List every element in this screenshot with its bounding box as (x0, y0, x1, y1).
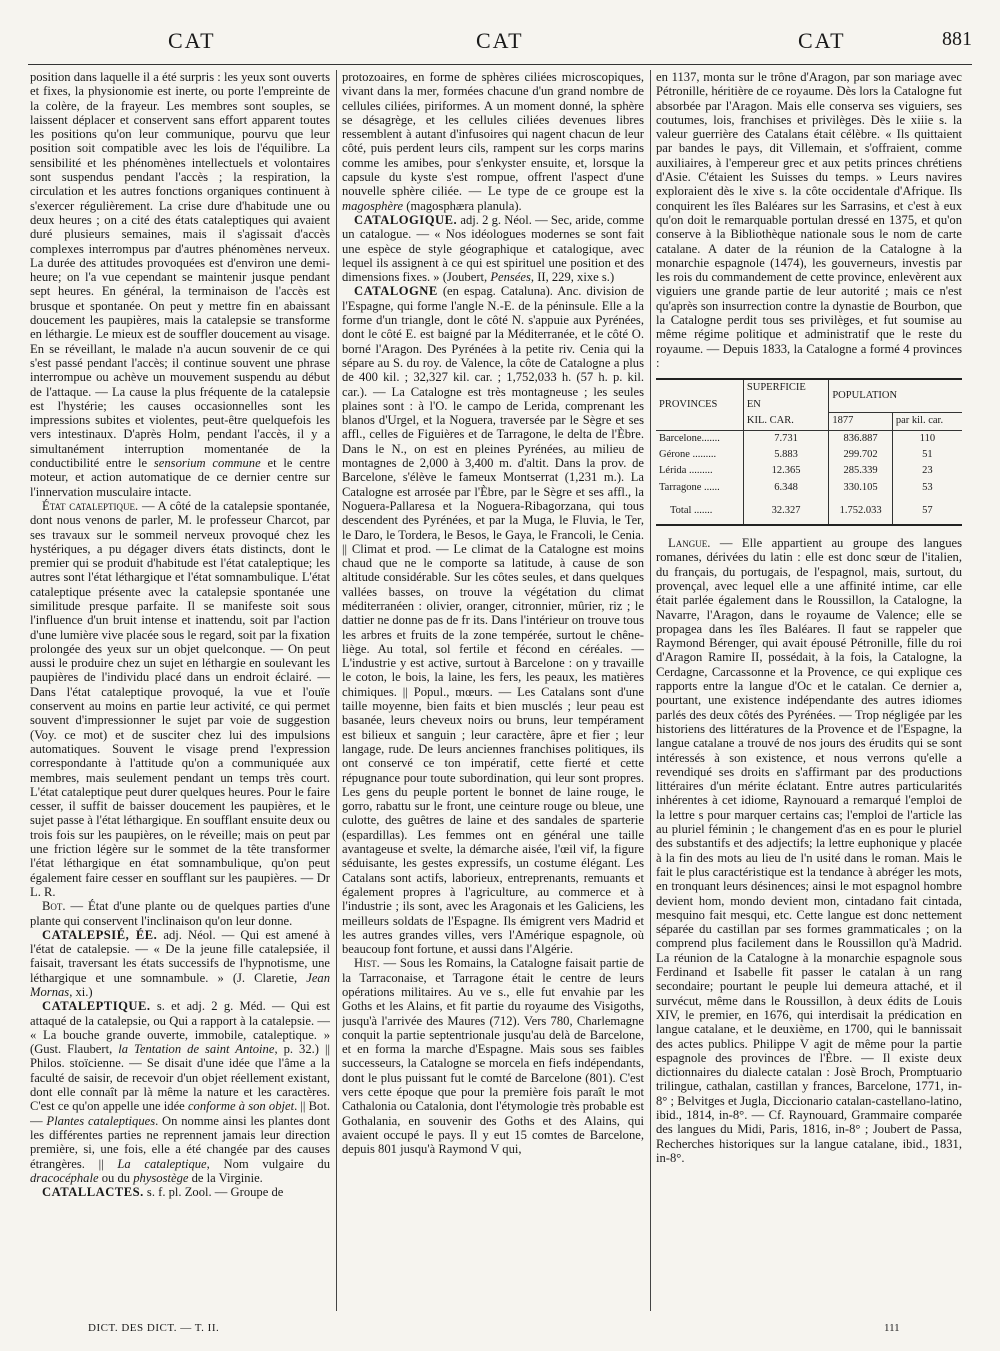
table-row (656, 480, 962, 496)
paragraph: en 1137, monta sur le trône d'Aragon, par son mariage avec Pétronille, héritière de ce royaume. Dès lors la Catalogne fut absorbée par l'Aragon. Mais elle conserva ses viguiers, ses coutumes, lois, franchises et privilèges. Dès le xiiie s. la valeur guerrière des Catalans était célèbre. « Ils quittaient par bandes le pays, dit Villemain, et s'offraient, comme auxiliaires, à l'empereur grec et aux petits princes chrétiens d'Asie. C'étaient les Suisses du temps. » Leurs navires exploraient dès le xive s. la côte occidentale d'Afrique. Ils conquirent les îles Baléares sur les Sarrasins, et c'est à eux qu'on doit le remarquable portulan dressé en 1375, et qu'on conserve à la Bibliothèque nationale sous le nom de carte catalane. A dater de la réunion de la Catalogne à la monarchie espagnole (1474), les gouverneurs, investis par les rois du commandement de cette province, enlevèrent aux viguiers une grande partie de leur autorité ; mais ce n'est qu'après son insurrection contre la dynastie de Bourbon, que la Catalogne perdit tous ses privilèges, et fut soumise au même régime politique et administratif que le reste du royaume. — Depuis 1833, la Catalogne a formé 4 provinces : (656, 70, 962, 370)
entry-headword: CATALOGIQUE. (354, 212, 458, 227)
entry-headword: CATALEPSIÉ, ÉE. (42, 927, 158, 942)
paragraph: État cataleptique. — A côté de la catalepsie spontanée, dont nous venons de parler, M. le professeur Charcot, par ses travaux sur le sommeil nerveux provoqué chez les hystériques, a pu dégager divers états distincts, dont le premier qui se produit d'habitude est l'état cataleptique; les autres sont l'état léthargique et l'état somnambulique. L'état cataleptique présente avec la catalepsie spontanée une similitude presque parfaite. Il se manifeste soit sous l'influence d'un bruit intense et inattendu, soit par l'action d'une lumière vive placée sous le regard, soit par la fixation prolongée des yeux sur un objet quelconque. — On peut aussi le produire chez un sujet en léthargie en soulevant les paupières de l'individu placé dans un endroit éclairé. — Dans l'état cataleptique provoqué, la vue et l'ouïe conservent au moins en partie leur activité, ce qui permet souvent d'impressionner le sujet par voie de suggestion (Voy. ce mot) et de susciter chez lui des impulsions automatiques. Souvent le visage prend l'expression correspondante à l'attitude qu'on a communiquée aux membres, mais seulement pendant un temps très court. L'état cataleptique peut durer quelques heures. Pour le faire cesser, il suffit de baisser doucement les paupières, et le sujet passe à l'état léthargique. En soufflant ensuite deux ou trois fois sur les paupières, on le réveille; mais on peut par une friction légère sur le sommet de la tête transformer l'état léthargique en état somnambulique, qu'on peut également faire cesser en soufflant sur les paupières. — Dr L. R. (30, 498, 330, 899)
column-divider (650, 70, 651, 1311)
table-cell: 23 (892, 463, 962, 479)
table-header: 1877 (829, 413, 893, 430)
paragraph: protozoaires, en forme de sphères ciliées microscopiques, vivant dans la mer, formées chacune d'un grand nombre de cellules ciliées, piriformes. A un moment donné, la sphère se désagrège, et les cellules ciliées devenues libres ressemblent à autant d'infusoires qui nagent chacun de leur côté, puis perdent leurs cils, rampent sur les corps marins comme les amibes, pour s'enkyster ensuite, et, lorsque la capsule du kyste s'est rompue, offrent l'aspect d'une nouvelle sphère ciliée. — Le type de ce groupe est la magosphère (magosphæra planula). (342, 70, 644, 213)
running-header (28, 28, 972, 62)
table-header: PROVINCES (656, 379, 743, 430)
table-header: SUPERFICIE (743, 379, 828, 396)
table-cell: 836.887 (829, 430, 893, 447)
table-cell: Gérone ......... (659, 448, 717, 460)
provinces-table (656, 378, 962, 526)
table-header: POPULATION (829, 379, 962, 413)
paragraph: Bot. — État d'une plante ou de quelques parties d'une plante qui conservent l'inclinaison qu'on leur donne. (30, 899, 330, 928)
table-cell: 330.105 (829, 480, 893, 496)
table-header: KIL. CAR. (743, 413, 828, 430)
table-cell: Lérida ......... (659, 465, 713, 477)
footer-volume: DICT. DES DICT. — T. II. (88, 1322, 220, 1334)
table-cell: 6.348 (743, 480, 828, 496)
column-middle (342, 70, 644, 1311)
column-right (656, 70, 962, 1311)
entry-headword: CATALEPTIQUE. (42, 999, 151, 1014)
headword-middle: CAT (476, 28, 524, 53)
table-cell: 12.365 (743, 463, 828, 479)
entry: CATALOGNE (en espag. Cataluna). Anc. division de l'Espagne, qui forme l'angle N.-E. de la péninsule. Elle a la forme d'un triangle, dont le côté N. s'appuie aux Pyrénées, dont le côté E. est baigné par la Méditerranée, et le côté O. borné l'Aragon. Des Pyrénées à la petite riv. Cenia qui la sépare au S. du roy. de Valence, la côte de Catalogne a plus de 400 kil. ; 32,327 kil. car. ; 1,752,033 h. (57 h. p. kil. car.). — La Catalogne est très montagneuse ; les seules plaines sont : à l'O. le campo de Lerida, comprenant les blanos d'Urgel, et la Noguera, traversée par le Sègre et ses affl., celles de Figuières et de Tarragone, le delta de l'Èbre. Dans le N., on est en pleines Pyrénées, au milieu de montagnes de 2,000 à 3,400 m. d'altit. Dans la prov. de Barcelone, s'élève le fameux Montserrat (1,231 m.). La Catalogne est arrosée par l'Èbre, par le Sègre et ses affl., la Noguera-Pallaresa et la Noguera-Ribagorzana, qui tous descendent des Pyrénées, et par la Muga, le Fluvia, le Ter, le Daro, le Tordera, le Besos, le Gaya, le Francoli, le Cenia. || Climat et prod. — Le climat de la Catalogne est moins chaud que ne le comporte sa latitude, à cause de son altitude considérable. Sur les côtes seules, et dans quelques vallées basses, on trouve la végétation du climat méditerranéen : olivier, oranger, citronnier, mûrier, riz ; le dattier ne donne pas de fr its. Dans l'intérieur on trouve tous les arbres et fruits de la zone tempérée, surtout le chêne-liège. Au total, sol fertile et fécond en céréales. — L'industrie y est active, surtout à Barcelone : on y travaille le coton, le bois, la laine, les fers, les peaux, les matières chimiques. || Popul., mœurs. — Les Catalans sont d'une taille moyenne, bien faits et bien musclés ; leur peau est basanée, leurs cheveux noirs ou bruns, leur tempérament est bilieux et sanguin ; leur caractère, âpre et fier ; leur langage, rude. De leurs anciennes franchises politiques, ils ont conservé ce ton impératif, cette fierté et cette répugnance pour toute subordination, qui leur sont propres. Les gens du peuple portent le bonnet de laine rouge, le gorro, rabattu sur le front, une ceinture rouge ou bleue, une culotte, des guêtres de laine et des sandales de sparterie (espardillas). Les femmes ont en général une taille avantageuse et svelte, la démarche aisée, l'œil vif, la figure séduisante, les gestes expressifs, un costume élégant. Les Catalans sont actifs, laborieux, entreprenants, remuants et également propres à l'agriculture, au commerce et à l'industrie ; ils sont, avec les Aragonais et les Galiciens, les meilleurs soldats de l'Espagne. Ils émigrent vers Madrid et les autres grandes villes, vers l'Amérique espagnole, où beaucoup font fortune, et aussi dans l'Algérie. (342, 284, 644, 957)
paragraph: position dans laquelle il a été surpris : les yeux sont ouverts et fixes, la physionomie est inerte, ou porte l'empreinte de la colère, de la frayeur. Les membres sont souples, se laissent déplacer et conservent sans effort apparent toutes les positions qu'on leur communique, pourvu que leur position soit compatible avec les lois de l'équilibre. La sensibilité et les phénomènes intellectuels et volontaires sont suspendus pendant l'accès ; la respiration, la circulation et les autres fonctions organiques continuent à s'exercer régulièrement. La crise dure d'habitude une ou deux heures ; on a cité des états cataleptiques qui avaient duré plusieurs semaines, mais il s'agissait d'accès complexes interrompus par d'autres phénomènes nerveux. La durée des attitudes provoquées est d'environ une demi-heure; on l'a vue cependant se maintenir jusque pendant sept heures. En général, la terminaison de l'accès est brusque et spontanée. On peut y mettre fin en abaissant doucement les paupières, mais la catalepsie se transforme en léthargie. Le mieux est de souffler doucement au visage. En se réveillant, le malade n'a aucun souvenir de ce qui s'est passé pendant l'accès; il continue souvent une phrase interrompue ou achève un mouvement suspendu au début de l'attaque. — La cause la plus fréquente de la catalepsie est l'hystérie; les causes occasionnelles sont les impressions subites et violentes, peut-être quelquefois les vers intestinaux. D'après Holm, pendant l'accès, il y a simultanément interruption momentanée de la conductibilité entre le sensorium commune et le centre moteur, et action automatique de ce dernier centre sur l'innervation musculaire intacte. (30, 70, 330, 499)
paragraph: Hist. — Sous les Romains, la Catalogne faisait partie de la Tarraconaise, et Tarragone était le centre de leurs opérations militaires. Au ve s., elle fut envahie par les Goths et les Alains, et fit partie du royaume des Visigoths, jusqu'à l'arrivée des Maures (712). Vers 780, Charlemagne conquit la partie septentrionale jusqu'au delà de Barcelone, et en forma la marche d'Espagne. Mais sous ses faibles successeurs, la Catalogne se morcela en fiefs indépendants, dont le plus puissant fut le comté de Barcelone (801). C'est vers cette époque que pour la première fois paraît le mot Cathalonia ou Catalonia, dont l'étymologie très probable est Gothalania, en souvenir des Goths et des Alains, qui avaient occupé le pays. Il y eut 15 comtes de Barcelone, depuis 801 jusqu'à Raymond V qui, (342, 956, 644, 1157)
entry: CATALEPTIQUE. s. et adj. 2 g. Méd. — Qui est attaqué de la catalepsie, ou Qui a rapport à la catalepsie. — « La bouche grande ouverte, immobile, cataleptique. » (Gust. Flaubert, la Tentation de saint Antoine, p. 32.) || Philos. stoïcienne. — Se disait d'une idée que l'âme a la faculté de saisir, de recevoir d'un objet réellement existant, dont elle connaît par là même la nature et les caractères. C'est ce qu'on appelle une idée conforme à son objet. || Bot. — Plantes cataleptiques. On nomme ainsi les plantes dont les différentes parties ne reprennent jamais leur direction première, si, une fois, elle a été changée par des causes étrangères. || La cataleptique, Nom vulgaire du dracocéphale ou du physostège de la Virginie. (30, 999, 330, 1185)
paragraph: Langue. — Elle appartient au groupe des langues romanes, dérivées du latin : elle est donc sœur de l'italien, du français, du portugais, de l'espagnol, mais, surtout, du provençal, avec lequel elle a une affinité intime, car elle était parlée également dans le Roussillon, la Catalogne, la Navarre, l'Aragon, dans le royaume de Valence; elle se propagea dans les îles Baléares. Il faut se rappeler que Raymond Bérenger, qui avait épousé Pétronille, fille du roi d'Aragon Ramire II, possédait, à la fois, la Catalogne, la Cerdagne, Carcassonne et la Provence, ce qui explique ces rapports entre la langue d'Oc et le catalan. Ce dernier a, pourtant, une existence indépendante des autres idiomes parlés des deux côtés des Pyrénées. — Trop négligée par les historiens des littératures de la Provence et de l'Espagne, la langue catalane a trouvé de nos jours des érudits qui se sont intéressés à son existence, et nous verrons qu'elle a revendiqué ses droits en s'affirmant par des productions littéraires d'un mérite éclatant. Entre autres particularités inhérentes à cet idiome, Raynouard a remarqué l'emploi de la lettre s pour marquer certains cas; l'emploi de l'article las au pluriel féminin ; le changement d'as en es pour le pluriel des substantifs et des adjectifs; la lettre euphonique y placée à la fin des mots au lieu de l'n usité dans le roman. Mais le fait le plus caractéristique est la tendance à abréger les mots, en tronquant leurs désinences; ainsi le mot espagnol hombre devient hom, mondo devient mon, cintadano fait cintada, mesquino fait mesqui, etc. Cette langue est donc nettement séparée du castillan par ses formes grammaticales ; on la comprend plus facilement dans le Roussillon qu'à Madrid. La réunion de la Catalogne à la monarchie espagnole sous Ferdinand et Isabelle fit passer le catalan à un rang secondaire; pourtant le peuple lui demeura attaché, et il survécut, même dans le Roussillon, à deux édits de Louis XIV, le premier, en 1676, qui interdisait la prédication en langue catalane, et le deuxième, en 1700, qui le bannissait des actes publics. Philippe V agit de même pour la partie espagnole des provinces de l'Èbre. — Il existe deux dictionnaires du dialecte catalan : Josè Broch, Promptuario trilingue, cathalan, castillan y frances, Barcelone, 1771, in-8° ; Belvitges et Jugla, Diccionario catalan-castellano-latino, ibid., 1814, in-8°. — Cf. Raynouard, Grammaire comparée des langues du Midi, Paris, 1816, in-8° ; Joubert de Passa, Recherches historiques sur la langue catalane, ibid., 1831, in-8°. (656, 536, 962, 1165)
entry: CATALLACTES. s. f. pl. Zool. — Groupe de (42, 1185, 284, 1200)
table-cell: Barcelone....... (659, 432, 720, 444)
table-cell: 53 (892, 480, 962, 496)
table-cell: 1.752.033 (829, 496, 893, 525)
table-cell: 299.702 (829, 447, 893, 463)
table-row (656, 430, 962, 447)
footer-signature: 111 (884, 1322, 900, 1334)
table-cell: 110 (892, 430, 962, 447)
table-header: par kil. car. (892, 413, 962, 430)
table-cell: 51 (892, 447, 962, 463)
table-total-row (656, 496, 962, 525)
table-header: EN (743, 397, 828, 413)
table-body (656, 430, 962, 525)
table-cell: 5.883 (743, 447, 828, 463)
page-number: 881 (942, 28, 972, 50)
table-cell: 285.339 (829, 463, 893, 479)
headword-left: CAT (168, 28, 216, 53)
entry: CATALEPSIÉ, ÉE. adj. Néol. — Qui est amené à l'état de catalepsie. — « De la jeune fille catalepsiée, il faisait, traversant les états successifs de l'hypnotisme, une léthargique et une somnambule. » (J. Claretie, Jean Mornas, xi.) (30, 927, 330, 999)
table-row (656, 463, 962, 479)
table-cell: 7.731 (743, 430, 828, 447)
entry-headword: CATALOGNE (354, 284, 438, 299)
table-cell: Total ....... (656, 496, 743, 525)
table-cell: 57 (892, 496, 962, 525)
table-cell: Tarragone ...... (659, 481, 720, 493)
entry: CATALOGIQUE. adj. 2 g. Néol. — Sec, aride, comme un catalogue. — « Nos idéologues modernes se sont fait une espèce de style géographique et catalogique, avec lequel ils assignent à ce qui est spirituel une position et des dimensions fixes. » (Joubert, Pensées, II, 229, xixe s.) (342, 212, 644, 285)
header-rule (28, 64, 972, 65)
column-divider (336, 70, 337, 1311)
entry-headword: CATALLACTES. (42, 1185, 144, 1200)
column-left (30, 70, 330, 1311)
table-cell: 32.327 (743, 496, 828, 525)
table-row (656, 447, 962, 463)
headword-right: CAT (798, 28, 846, 53)
